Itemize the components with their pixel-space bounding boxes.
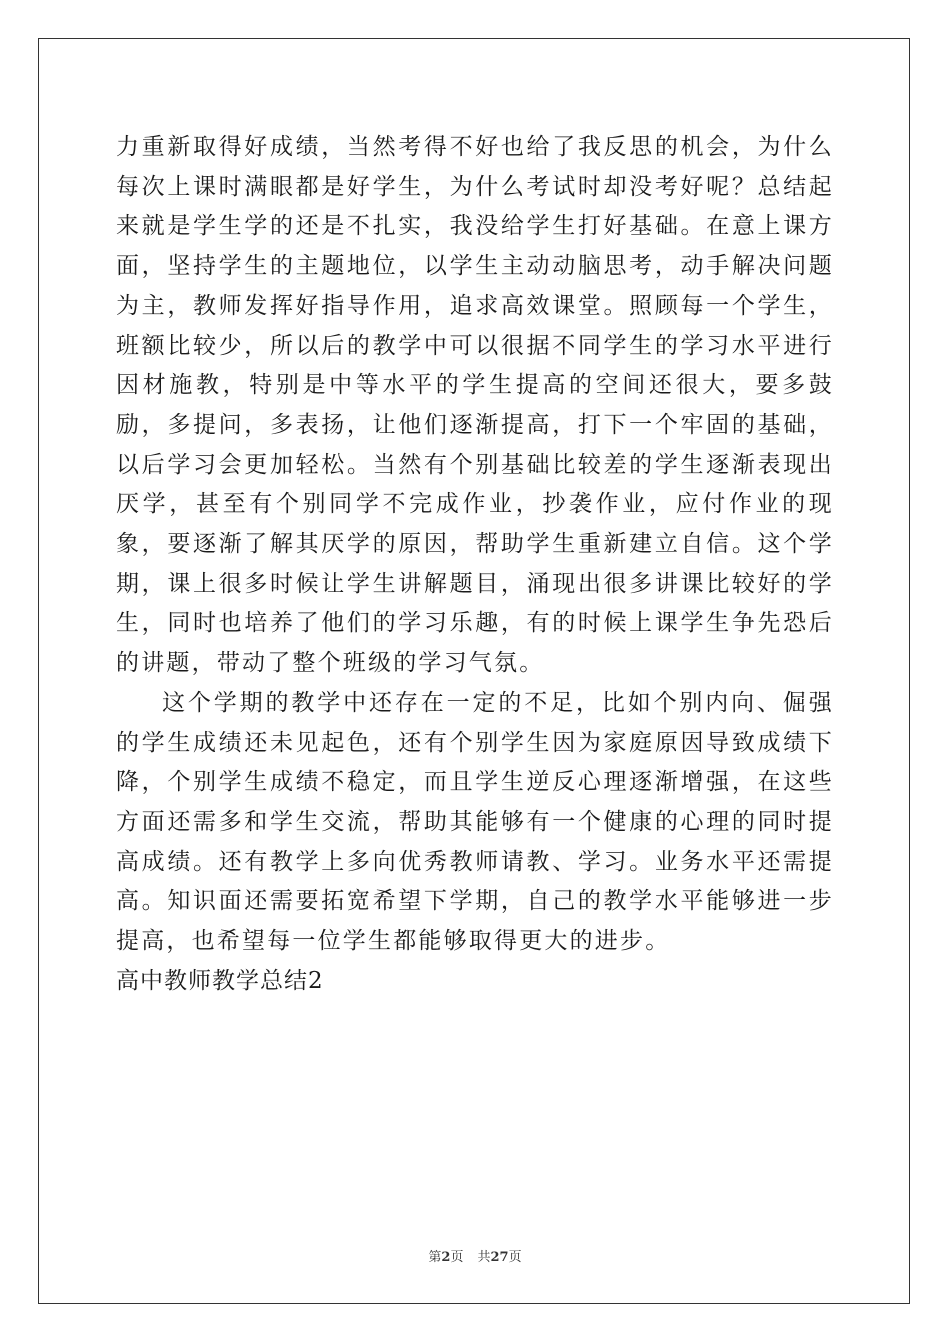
document-body [116, 128, 834, 1001]
page-suffix: 页 [450, 1250, 464, 1265]
paragraph-1: 力重新取得好成绩，当然考得不好也给了我反思的机会，为什么每次上课时满眼都是好学生，为什么考试时却没考好呢？总结起来就是学生学的还是不扎实，我没给学生打好基础。在意上课方面，坚持学生的主题地位，以学生主动动脑思考，动手解决问题为主，教师发挥好指导作用，追求高效课堂。照顾每一个学生，班额比较少，所以后的教学中可以很据不同学生的学习水平进行因材施教，特别是中等水平的学生提高的空间还很大，要多鼓励，多提问，多表扬，让他们逐渐提高，打下一个牢固的基础，以后学习会更加轻松。当然有个别基础比较差的学生逐渐表现出厌学，甚至有个别同学不完成作业，抄袭作业，应付作业的现象，要逐渐了解其厌学的原因，帮助学生重新建立自信。这个学期，课上很多时候让学生讲解题目，涌现出很多讲课比较好的学生，同时也培养了他们的学习乐趣，有的时候上课学生争先恐后的讲题，带动了整个班级的学习气氛。 [116, 134, 834, 677]
page-number: 2 [441, 1250, 451, 1265]
paragraph-2: 这个学期的教学中还存在一定的不足，比如个别内向、倔强的学生成绩还未见起色，还有个别学生因为家庭原因导致成绩下降，个别学生成绩不稳定，而且学生逆反心理逐渐增强，在这些方面还需多和学生交流，帮助其能够有一个健康的心理的同时提高成绩。还有教学上多向优秀教师请教、学习。业务水平还需提高。知识面还需要拓宽希望下学期，自己的教学水平能够进一步提高，也希望每一位学生都能够取得更大的进步。 [116, 689, 834, 955]
total-pages: 27 [490, 1250, 509, 1265]
total-suffix: 页 [508, 1250, 522, 1265]
section-heading: 高中教师教学总结2 [116, 967, 324, 994]
total-prefix: 共 [477, 1250, 491, 1265]
page-prefix: 第 [428, 1250, 442, 1265]
page-footer [0, 1246, 950, 1265]
